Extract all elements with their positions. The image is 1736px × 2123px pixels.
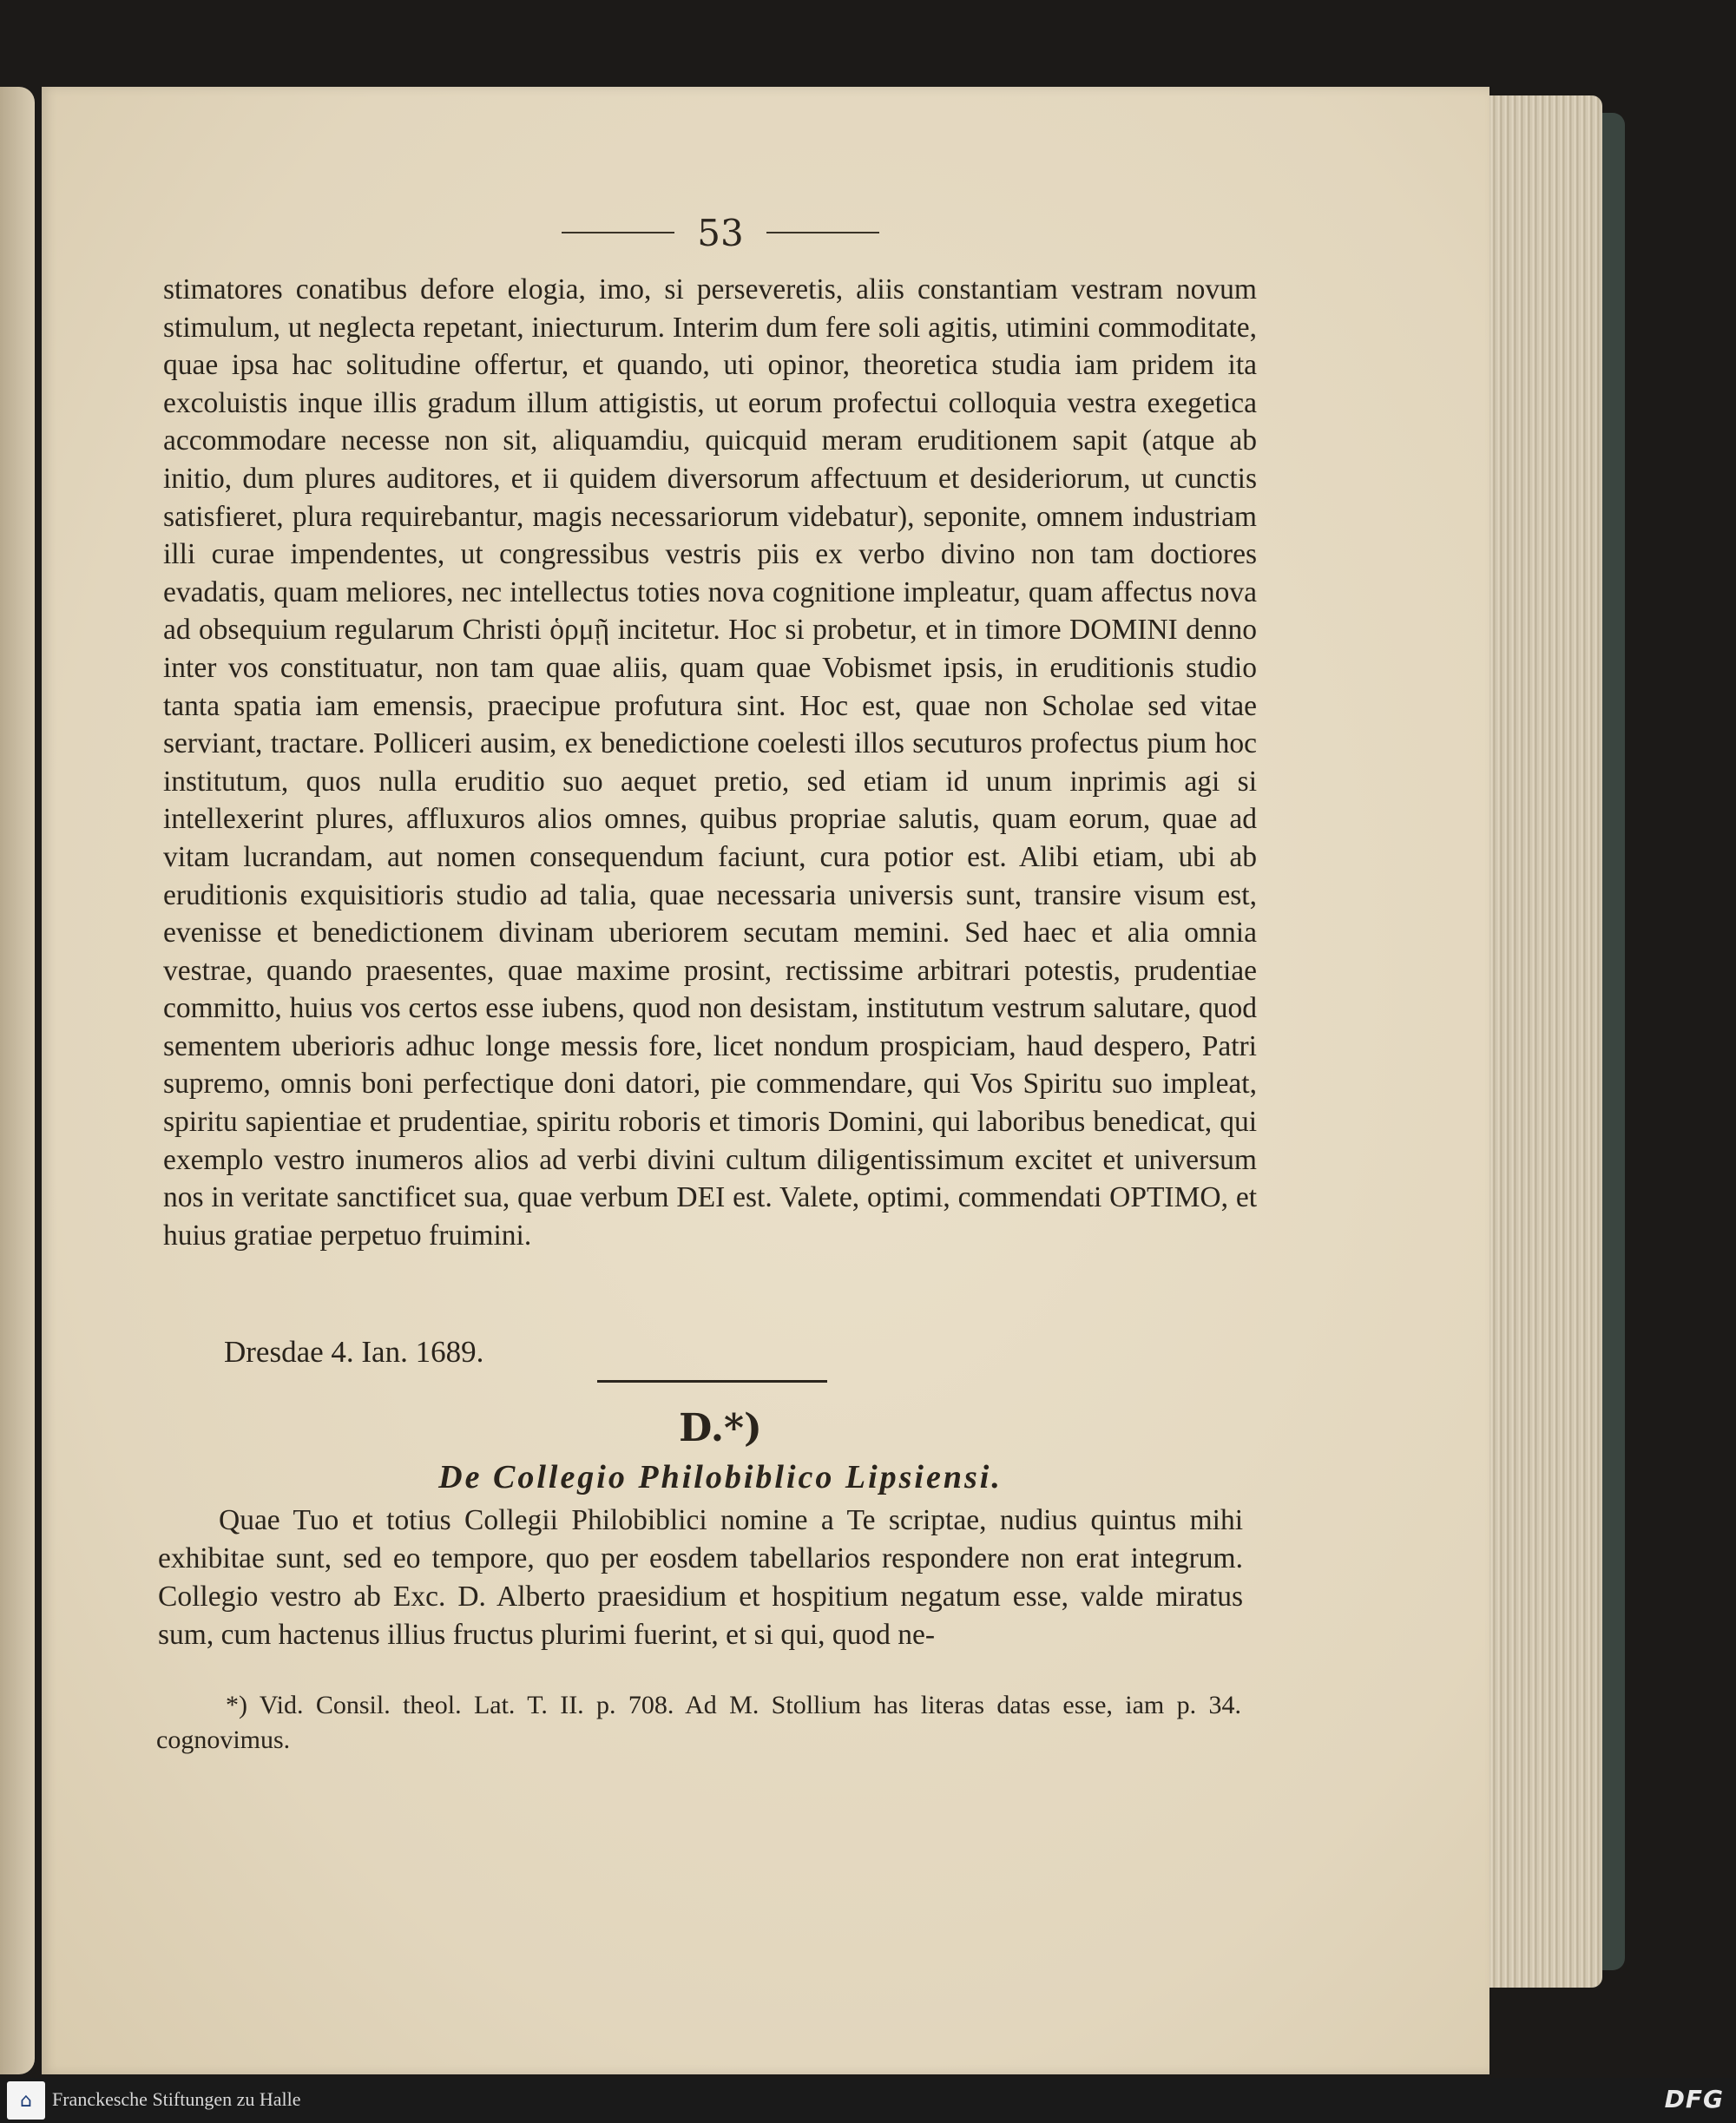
dfg-logo: DFG: [1664, 2085, 1724, 2113]
section-title: De Collegio Philobiblico Lipsiensi.: [438, 1459, 1003, 1495]
institution-name: Franckesche Stiftungen zu Halle: [52, 2088, 301, 2110]
running-head-rule-right: [766, 232, 879, 233]
second-text: [158, 1502, 1243, 1654]
running-head-rule-left: [562, 232, 674, 233]
paragraph-2: Quae Tuo et totius Collegii Philobiblici nomine a Te scriptae, nudius quintus mihi exhibitae sunt, sed eo tempore, quo per eosdem tabellarios respondere non erat integrum. Collegio vestro ab Exc. D. Alberto praesidium et hospitium negatum esse, valde miratus sum, cum hactenus illius fructus plurimi fuerint, et si qui, quod ne-: [158, 1504, 1243, 1651]
section-letter: D.*): [679, 1406, 762, 1450]
page-number: 53: [697, 211, 744, 254]
left-page-edge: [0, 87, 35, 2074]
paragraph-1: stimatores conatibus defore elogia, imo, si perseveretis, aliis constantiam vestram novum stimulum, ut neglecta repetant, iniecturum. Interim dum fere soli agitis, utimini commoditate, quae ipsa hac solitudine offertur, et quando, uti opinor, theoretica studia iam pridem ita excoluistis inque illis gradum illum attigistis, ut eorum profectui colloquia vestra exegetica accommodare necesse non sit, aliquamdiu, quicquid meram eruditionem sapit (atque ab initio, dum plures auditores, et ii quidem diversorum affectuum et desideriorum, ut cunctis satisfieret, plura requirebantur, magis necessariorum videbatur), seponite, omnem industriam illi curae impendentes, ut congressibus vestris piis ex verbo divino non tam doctiores evadatis, quam meliores, nec intellectus toties nova cognitione impleatur, quam affectus nova ad obsequium regularum Christi ὁρμῇ incitetur. Hoc si probetur, et in timore DOMINI denno inter vos constituatur, non tam quae aliis, quam quae Vobismet ipsis, in eruditionis studio tanta spatia iam emensis, praecipue profutura sint. Hoc est, quae non Scholae sed vitae serviant, tractare. Polliceri ausim, ex benedictione coelesti illos secuturos profectus pium hoc institutum, quos nulla eruditio suo aequet pretio, sed etiam id unum inprimis agi si intellexerint plures, affluxuros alios omnes, quibus propriae salutis, quam eorum, quae ad vitam lucrandam, aut nomen consequendum faciunt, cura potior est. Alibi etiam, ubi ab eruditionis exquisitioris studio ad talia, quae necessaria universis sunt, transire visum est, evenisse et benedictionem divinam uberiorem secutam memini. Sed haec et alia omnia vestrae, quando praesentes, quae maxime prosint, rectissime arbitrari potestis, prudentiae committo, huius vos certos esse iubens, quod non desistam, institutum vestrum salutare, quod sementem uberioris adhuc longe messis fore, licet nondum prospiciam, haud despero, Patri supremo, omnis boni perfectique doni datori, pie commendare, qui Vos Spiritu suo impleat, spiritu sapientiae et prudentiae, spiritu roboris et timoris Domini, qui laboribus benedicat, qui exemplo vestro inumeros alios ad verbi divini cultum diligentissimum excitet et universum nos in veritate sanctificet sua, quae verbum DEI est. Valete, optimi, commendati OPTIMO, et huius gratiae perpetuo fruimini.: [163, 273, 1257, 1252]
institution-logo-icon: ⌂: [7, 2081, 45, 2120]
date-line: Dresdae 4. Ian. 1689.: [224, 1335, 484, 1369]
page-edges: [1489, 95, 1602, 1988]
running-head: [529, 207, 911, 259]
main-text: [163, 271, 1257, 1254]
footnote: *) Vid. Consil. theol. Lat. T. II. p. 708. Ad M. Stollium has literas datas esse, iam p. 34. cognovimus.: [156, 1691, 1241, 1754]
footer-bar: [0, 2078, 1736, 2123]
section-separator: [597, 1380, 827, 1383]
